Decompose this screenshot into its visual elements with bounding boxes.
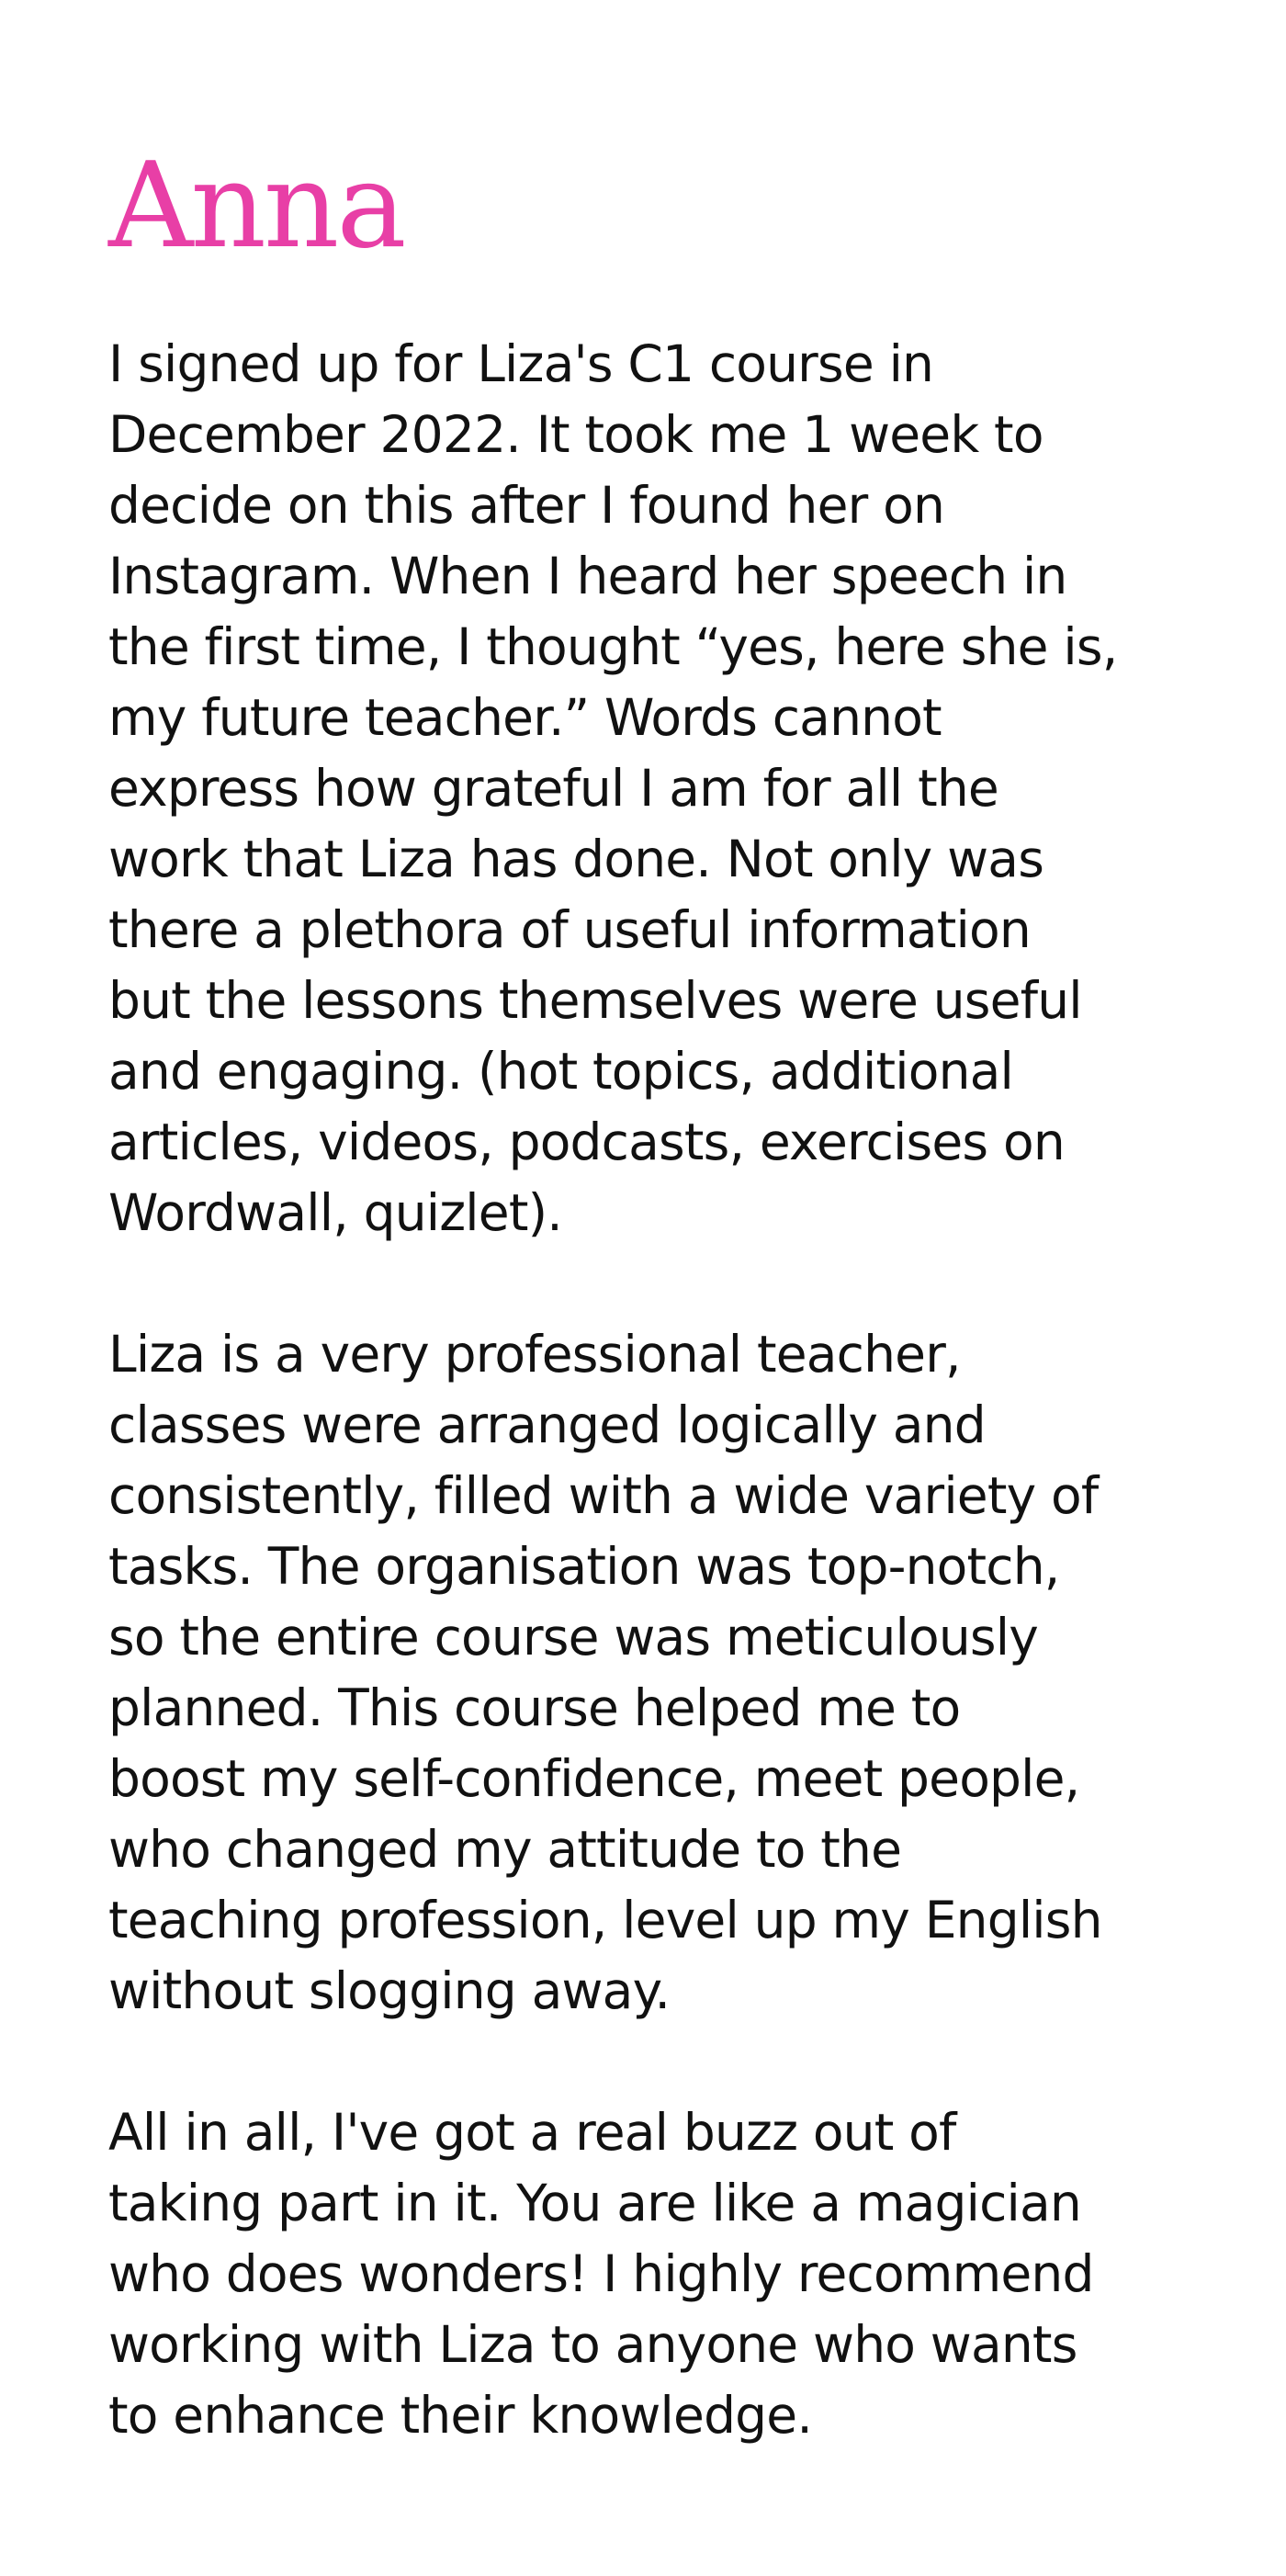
- review-line: working with Liza to anyone who wants: [108, 2315, 1077, 2374]
- review-paragraph-3: [108, 2097, 1220, 2451]
- review-line: and engaging. (hot topics, additional: [108, 1042, 1014, 1101]
- review-line: my future teacher.” Words cannot: [108, 688, 942, 747]
- review-line: Instagram. When I heard her speech in: [108, 547, 1067, 605]
- review-line: articles, videos, podcasts, exercises on: [108, 1113, 1065, 1171]
- review-line: express how grateful I am for all the: [108, 759, 998, 818]
- review-line: Wordwall, quizlet).: [108, 1183, 562, 1242]
- review-line: the first time, I thought “yes, here she is,: [108, 617, 1118, 676]
- review-paragraph-1: [108, 329, 1220, 1248]
- review-line: boost my self-confidence, meet people,: [108, 1749, 1080, 1808]
- review-line: taking part in it. You are like a magician: [108, 2174, 1081, 2232]
- reviewer-name: Anna: [108, 138, 404, 275]
- review-line: decide on this after I found her on: [108, 476, 945, 535]
- review-text: [108, 329, 1220, 2451]
- review-line: so the entire course was meticulously: [108, 1608, 1038, 1666]
- review-line: who changed my attitude to the: [108, 1820, 902, 1879]
- review-line: I signed up for Liza's C1 course in: [108, 334, 934, 393]
- review-line: teaching profession, level up my English: [108, 1891, 1102, 1949]
- review-line: work that Liza has done. Not only was: [108, 830, 1044, 888]
- review-line: who does wonders! I highly recommend: [108, 2244, 1094, 2303]
- review-line: December 2022. It took me 1 week to: [108, 405, 1043, 464]
- review-line: Liza is a very professional teacher,: [108, 1325, 961, 1384]
- review-line: without slogging away.: [108, 1961, 671, 2020]
- review-line: there a plethora of useful information: [108, 900, 1031, 959]
- review-line: classes were arranged logically and: [108, 1395, 986, 1454]
- review-line: but the lessons themselves were useful: [108, 971, 1082, 1030]
- review-line: planned. This course helped me to: [108, 1678, 961, 1737]
- review-line: All in all, I've got a real buzz out of: [108, 2103, 956, 2162]
- review-line: consistently, filled with a wide variety of: [108, 1466, 1099, 1525]
- review-paragraph-2: [108, 1319, 1220, 2027]
- review-line: to enhance their knowledge.: [108, 2386, 813, 2445]
- review-line: tasks. The organisation was top-notch,: [108, 1537, 1060, 1596]
